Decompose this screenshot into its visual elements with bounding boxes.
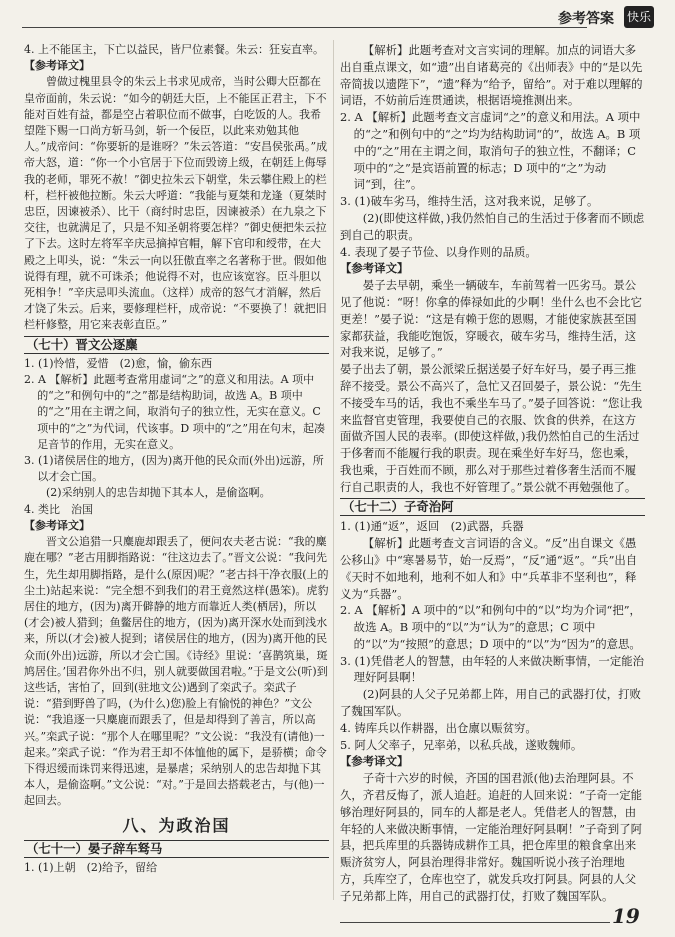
reference-translation-label: 【参考译文】 — [340, 261, 409, 276]
answer-4: 4. 表现了晏子节俭、以身作则的品质。 — [340, 244, 537, 259]
answer-3: 3. (1)诸侯居住的地方，(因为)离开他的民众而(外出)远游，所以才会亡国。 — [24, 454, 324, 484]
footer-rule — [340, 922, 610, 923]
answer-4: 4. 铸库兵以作耕器，出仓廪以赈贫穷。 — [340, 720, 537, 735]
answer-3: 3. (1)凭借老人的智慧，由年轻的人来做决断事情，一定能治理好阿县啊！ — [340, 653, 644, 685]
section-heading-70: （七十）晋文公逐麋 — [24, 336, 329, 354]
answer-3b: (2)(即使这样做，)我仍然怕自己的生活过于侈奢而不顾虑到自己的职责。 — [340, 210, 645, 242]
analysis-text: 【解析】此题考查对文言实词的理解。加点的词语大多出自重点课文，如“遗”出自诸葛亮的《出师表》中的“是以先帝简拔以遗陛下”，“遗”释为“给予，留给”。对于难以理解的词语，不妨前后连贯通读，根据语境推测出来。 — [340, 43, 643, 108]
answer-5: 5. 阿人父率子，兄率弟，以私兵战，遂败魏师。 — [340, 737, 583, 752]
section-heading-71: （七十一）晏子辞车驽马 — [24, 840, 329, 858]
translation-text: 子奇十六岁的时候，齐国的国君派(他)去治理阿县。不久，齐君反悔了，派人追赶。追赶的人回来说：“子奇一定能够治理好阿县的，同车的人都是老人。凭借老人的智慧，由年轻的人来做决断事情，一定能治理好阿县啊！”子奇到了阿县，把兵库里的兵器铸成耕作工具，把仓库里的粮食拿出来赈济贫穷人，阿县治理得非常好。魏国听说小孩子治理地方，兵库空了，仓库也空了，就发兵攻打阿县。阿县的人父子兄弟都上阵，用自己的武器打仗，打败了魏国军队。 — [340, 771, 642, 903]
answer-3b: (2)采纳别人的忠告却抛下其本人，是偷盗啊。 — [46, 486, 271, 500]
answer-1: 1. (1)上朝 (2)给予，留给 — [24, 860, 158, 874]
answer-text: 4. 上不能匡主，下亡以益民，皆尸位素餐。朱云：狂妄直率。 — [24, 43, 324, 56]
answer-2: 2. A 【解析】此题考查常用虚词“之”的意义和用法。A 项中的“之”和例句中的“之”都是结构助词，故选 A。B 项中的“之”用在主谓之间，取消句子的独立性，无实在意义。C 项中的“之”为代词，代该事。D 项中的“之”用在句末，起凑足音节的作用，无实在意义。 — [24, 373, 325, 451]
page-number: 19 — [612, 904, 640, 928]
translation-text: 晋文公追猎一只麋鹿却跟丢了，便问农夫老古说：“我的麋鹿在哪？”老古用脚指路说：“往这边去了。”晋文公说：“我问先生，先生却用脚指路，是什么(原因)呢？”老古抖干净衣服(上的尘土)站起来说：“完全想不到我们的君王竟然这样(愚笨)。虎豹居住的地方，(因为)离开僻静的地方而靠近人类(栖居)，所以(才会)被人猎到；鱼鳖居住的地方，(因为)离开深水处而到浅水来，所以(才会)被人捉到；诸侯居住的地方，(因为)离开他的民众而(外出)远游，所以才会亡国。《诗经》里说：‘喜鹊筑巢，斑鸠居住。’国君你外出不归，别人就要做国君啦。”于是文公(听)到这些话，害怕了，回到(驻地文公)遇到了栾武子。栾武子说：“猎到野兽了吗，(为什么)您)脸上有愉悦的神色？”文公说：“我追逐一只麋鹿而跟丢了，但是却得到了善言，所以高兴。”栾武子说：“那个人在哪里呢？”文公说：“我没有(请他)一起来。”栾武子说：“作为君王却不体恤他的属下，是骄横；命令下得迟缓而诛罚来得迅速，是暴虐；采纳别人的忠告却抛下其本人，是偷盗啊。”文公说：“对。”于是回去搭载老古，与(他)一起回去。 — [24, 535, 329, 808]
answer-2: 2. A 【解析】此题考查文言虚词“之”的意义和用法。A 项中的“之”和例句中的“之”均为结构助词“的”，故选 A。B 项中的“之”用在主谓之间，取消句子的独立性，不翻译；C 项中的“之”是宾语前置的标志；D 项中的“之”为动词“到，往”。 — [340, 110, 641, 192]
answer-1: 1. (1)通“返”，返回 (2)武器，兵器 — [340, 519, 524, 534]
section-heading-72: （七十二）子奇治阿 — [340, 498, 645, 517]
header-logo-icon: 快乐 — [624, 6, 654, 28]
answer-1: 1. (1)怜惜，爱惜 (2)愈，愉，偷东西 — [24, 356, 213, 370]
answer-3b: (2)阿县的人父子兄弟都上阵，用自己的武器打仗，打败了魏国军队。 — [340, 687, 641, 719]
reference-translation-label: 【参考译文】 — [24, 59, 90, 73]
reference-translation-label: 【参考译文】 — [24, 518, 90, 532]
header-title: 参考答案 — [558, 11, 614, 27]
left-column — [24, 42, 329, 922]
reference-translation-label: 【参考译文】 — [340, 754, 409, 769]
page-header — [0, 0, 675, 36]
translation-text: 曾做过槐里县令的朱云上书求见成帝，当时公卿大臣都在皇帝面前，朱云说：“如今的朝廷大臣，上不能匡正君主，下不能对百姓有益，都是空占着职位而不做事，白吃饭的人。我希望陛下赐一口尚方斩马剑，斩一个佞臣，以此来劝勉其他人。”成帝问：“你要斩的是谁呀？”朱云答道：“安昌侯张禹。”成帝大怒，道：“你一个小官居于下位而毁谤上级，在朝廷上侮辱我的老师，罪死不赦！”御史拉朱云下朝堂，朱云攀住殿上的栏杆，栏杆被他拉断。朱云大呼道：“我能与夏桀和龙逢（夏桀时忠臣，因谏被杀）、比干（商纣时忠臣，因谏被杀）在九泉之下交往，也就满足了，只是不知圣朝将要怎样？”御史便把朱云拉了下去。这时左将军辛庆忌摘掉官帽，解下官印和绶带，在大殿之上叩头，说：“朱云一向以狂傲直率之名著称于世。假如他说得有理，就不可诛杀；他说得不对，也应该宽容。臣斗胆以死相争！”辛庆忌叩头流血。（这样）成帝的怒气才消解，然后才饶了朱云。后来，要修理栏杆，成帝说：“不要换了！就把旧栏杆修整，用它来表彰直臣。” — [24, 75, 328, 332]
right-column — [340, 42, 645, 922]
answer-2: 2. A 【解析】A 项中的“以”和例句中的“以”均为介词“把”，故选 A。B 项中的“以”为“认为”的意思；C 项中的“以”为“按照”的意思；D 项中的“以”为“因为”的意思。 — [340, 603, 641, 651]
column-divider — [333, 40, 334, 900]
header-rule — [22, 27, 587, 28]
answer-4: 4. 类比 治国 — [24, 502, 93, 516]
analysis-text: 【解析】此题考查文言词语的含义。“反”出自课文《愚公移山》中“寒暑易节，始一反焉”，“反”通“返”。“兵”出自《天时不如地利，地利不如人和》中“兵革非不坚利也”，释义为“兵器”。 — [340, 536, 638, 601]
answer-3: 3. (1)破车劣马，维持生活，这对我来说，足够了。 — [340, 194, 599, 209]
chapter-title: 八、为政治国 — [122, 815, 231, 835]
translation-text: 晏子去早朝，乘坐一辆破车，车前驾着一匹劣马。景公见了他说：“呀！你拿的俸禄如此的少啊！坐什么也不会比它更差！”晏子说：“这是有赖于您的恩赐，才能使家族甚至国家都获益，我能吃饱饭，穿暖衣，破车劣马，维持生活，这对我来说，足够了。” 晏子出去了朝，景公派梁丘据送晏子好车好马，晏子再三推辞不接受。景公不高兴了，急忙又召回晏子，景公说：“先生不接受车马的话，我也不乘坐车马了。”晏子回答说：“您让我来监督官吏管理，我要使自己的衣服、饮食的供养，在这方面做齐国人民的表率。(即使这样做，)我仍然怕自己的生活过于侈奢而不能履行我的职责。现在乘坐好车好马，您也乘，我也乘，于百姓而不顾，那么对于那些过着侈奢生活而不履行自己职责的人，我也不好管理了。”景公就不再勉强他了。 — [340, 278, 643, 494]
